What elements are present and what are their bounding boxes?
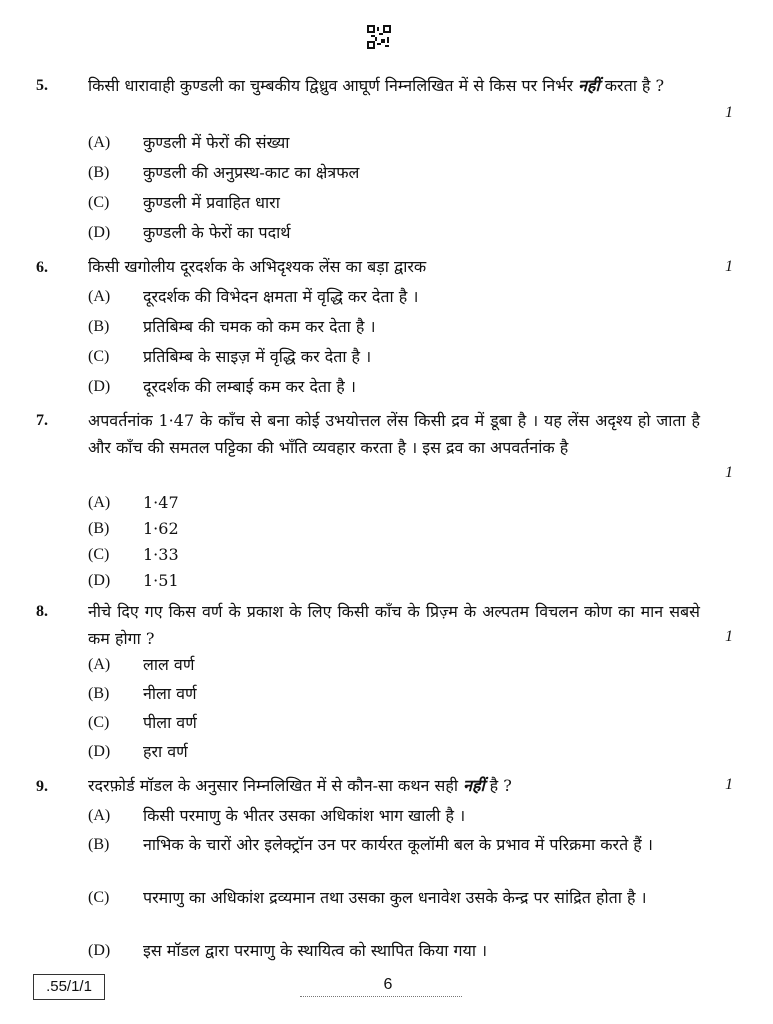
- page-number: 6: [383, 976, 393, 993]
- option-a: (A) कुण्डली में फेरों की संख्या: [88, 133, 290, 152]
- question-marks: 1: [725, 104, 733, 121]
- question-number: 7.: [36, 412, 48, 429]
- option-a: (A) लाल वर्ण: [88, 655, 195, 674]
- question-text: रदरफ़ोर्ड मॉडल के अनुसार निम्नलिखित में से कौन-सा कथन सही नहीं है ?: [88, 776, 512, 795]
- emphasis-text: नहीं: [463, 776, 485, 795]
- question-marks: 1: [725, 464, 733, 481]
- option-d: (D) हरा वर्ण: [88, 742, 188, 761]
- option-b: (B) नीला वर्ण: [88, 684, 197, 703]
- option-c: (C) प्रतिबिम्ब के साइज़ में वृद्धि कर देता है ।: [88, 347, 372, 366]
- option-a: (A) दूरदर्शक की विभेदन क्षमता में वृद्धि कर देता है ।: [88, 287, 419, 306]
- question-number: 5.: [36, 77, 48, 94]
- question-number: 8.: [36, 603, 48, 620]
- option-b: (B) नाभिक के चारों ओर इलेक्ट्रॉन उन पर कार्यरत कूलॉमी बल के प्रभाव में परिक्रमा करते हैं ।: [88, 835, 653, 854]
- question-marks: 1: [725, 628, 733, 645]
- option-a: (A) किसी परमाणु के भीतर उसका अधिकांश भाग खाली है ।: [88, 806, 466, 825]
- question-number: 6.: [36, 259, 48, 276]
- option-d: (D) दूरदर्शक की लम्बाई कम कर देता है ।: [88, 377, 356, 396]
- option-a: (A) 1·47: [88, 493, 179, 512]
- footer-divider: [300, 996, 462, 997]
- question-marks: 1: [725, 776, 733, 793]
- option-b: (B) 1·62: [88, 519, 179, 538]
- question-text: किसी धारावाही कुण्डली का चुम्बकीय द्विध्रुव आघूर्ण निम्नलिखित में से किस पर निर्भर नहीं करता है ?: [88, 76, 665, 95]
- paper-code: .55/1/1: [33, 974, 105, 1000]
- question-text: अपवर्तनांक 1·47 के काँच से बना कोई उभयोत्तल लेंस किसी द्रव में डूबा है । यह लेंस अदृश्य हो जाता है और काँच की समतल पट्टिका की भाँति व्यवहार करता है । इस द्रव का अपवर्तनांक है: [88, 411, 700, 457]
- option-d: (D) 1·51: [88, 571, 179, 590]
- question-marks: 1: [725, 258, 733, 275]
- option-d: (D) इस मॉडल द्वारा परमाणु के स्थायित्व को स्थापित किया गया ।: [88, 941, 488, 960]
- option-c: (C) 1·33: [88, 545, 179, 564]
- qr-code-icon: [367, 25, 391, 49]
- option-b: (B) कुण्डली की अनुप्रस्थ-काट का क्षेत्रफल: [88, 163, 360, 182]
- option-c: (C) पीला वर्ण: [88, 713, 197, 732]
- question-text: किसी खगोलीय दूरदर्शक के अभिदृश्यक लेंस का बड़ा द्वारक: [88, 257, 427, 276]
- question-number: 9.: [36, 778, 48, 795]
- option-b: (B) प्रतिबिम्ब की चमक को कम कर देता है ।: [88, 317, 376, 336]
- option-c: (C) परमाणु का अधिकांश द्रव्यमान तथा उसका कुल धनावेश उसके केन्द्र पर सांद्रित होता है ।: [88, 888, 647, 907]
- option-d: (D) कुण्डली के फेरों का पदार्थ: [88, 223, 291, 242]
- option-c: (C) कुण्डली में प्रवाहित धारा: [88, 193, 280, 212]
- emphasis-text: नहीं: [578, 76, 600, 95]
- question-text: नीचे दिए गए किस वर्ण के प्रकाश के लिए किसी काँच के प्रिज़्म के अल्पतम विचलन कोण का मान सबसे कम होगा ?: [88, 602, 700, 648]
